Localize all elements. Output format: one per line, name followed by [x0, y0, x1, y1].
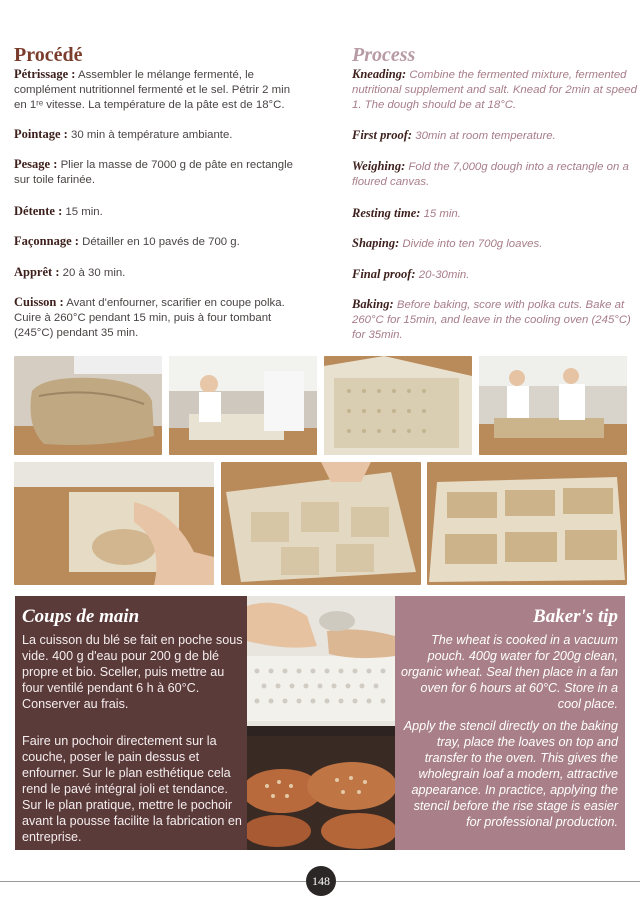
photo-loaves-on-stencil — [221, 462, 421, 585]
procede-heading: Procédé — [14, 44, 83, 66]
bakers-tip-title: Baker's tip — [533, 606, 618, 627]
coups-de-main-box — [15, 596, 247, 850]
photo-placing-loaves — [14, 462, 214, 585]
photo-dough-on-canvas — [14, 356, 162, 455]
step-appret: Apprêt : 20 à 30 min. — [14, 265, 126, 279]
step-faconnage: Façonnage : Détailler en 10 pavés de 700 g. — [14, 234, 240, 248]
coups-de-main-para-2: Faire un pochoir directement sur la couche, poser le pain dessus et enfourner. Sur le plan esthétique cela rend le pavé intégral joli et tendance. Sur le plan pratique, mettre le pochoir avant la pousse facilite la fabrication en entreprise. — [22, 734, 242, 844]
step-pointage: Pointage : 30 min à température ambiante. — [14, 127, 233, 141]
bakers-tip-box — [395, 596, 625, 850]
step-kneading: Kneading: Combine the fermented mixture, fermented nutritional supplement and salt. Knead for 2min at speed 1. The dough should be at 18°C. — [352, 67, 637, 111]
bakers-tip-para-1: The wheat is cooked in a vacuum pouch. 400g water for 200g clean, organic wheat. Seal then place in a fan oven for 6 hours at 60°C. Store in a cool place. — [400, 633, 618, 711]
photo-stencil-sheet — [324, 356, 472, 455]
coups-de-main-para-1: La cuisson du blé se fait en poche sous vide. 400 g d'eau pour 200 g de blé propre et bio. Sceller, puis mettre au four ventilé pendant 6 h à 60°C. Conserver au frais. — [22, 633, 243, 711]
step-final-proof: Final proof: 20-30min. — [352, 267, 470, 281]
bakers-tip-para-2: Apply the stencil directly on the baking tray, place the loaves on top and transfer to the oven. This gives the wholegrain loaf a modern, attractive appearance. In practice, applying the stencil before the rise stage is easier for professional production. — [403, 719, 618, 829]
step-weighing: Weighing: Fold the 7,000g dough into a rectangle on a floured canvas. — [352, 159, 629, 188]
photo-baked-loaves-tray — [427, 462, 627, 585]
step-shaping: Shaping: Divide into ten 700g loaves. — [352, 236, 543, 250]
procede-column — [14, 44, 304, 339]
photo-bakers-stencil — [169, 356, 317, 455]
coups-de-main-title: Coups de main — [22, 606, 140, 627]
step-resting-time: Resting time: 15 min. — [352, 206, 461, 220]
step-detente: Détente : 15 min. — [14, 204, 103, 218]
step-first-proof: First proof: 30min at room temperature. — [352, 128, 556, 142]
photo-stencil-and-loaves — [247, 596, 395, 850]
photo-bakers-dividing — [479, 356, 627, 455]
process-heading: Process — [352, 44, 416, 66]
page-number: 148 — [306, 866, 336, 896]
step-pesage: Pesage : Plier la masse de 7000 g de pâte en rectangle sur toile farinée. — [14, 157, 293, 186]
step-baking: Baking: Before baking, score with polka cuts. Bake at 260°C for 15min, and leave in the cooling oven (245°C) for 35min. — [352, 297, 631, 341]
step-petrissage: Pétrissage : Assembler le mélange fermenté, le complément nutritionnel fermenté et le sel. Pétrir 2 min en 1ʳᵉ vitesse. La température de la pâte est de 18°C. — [14, 67, 291, 111]
step-cuisson: Cuisson : Avant d'enfourner, scarifier en coupe polka. Cuire à 260°C pendant 15 min, puis à four tombant (245°C) pendant 35 min. — [14, 295, 285, 339]
process-column — [352, 44, 640, 341]
